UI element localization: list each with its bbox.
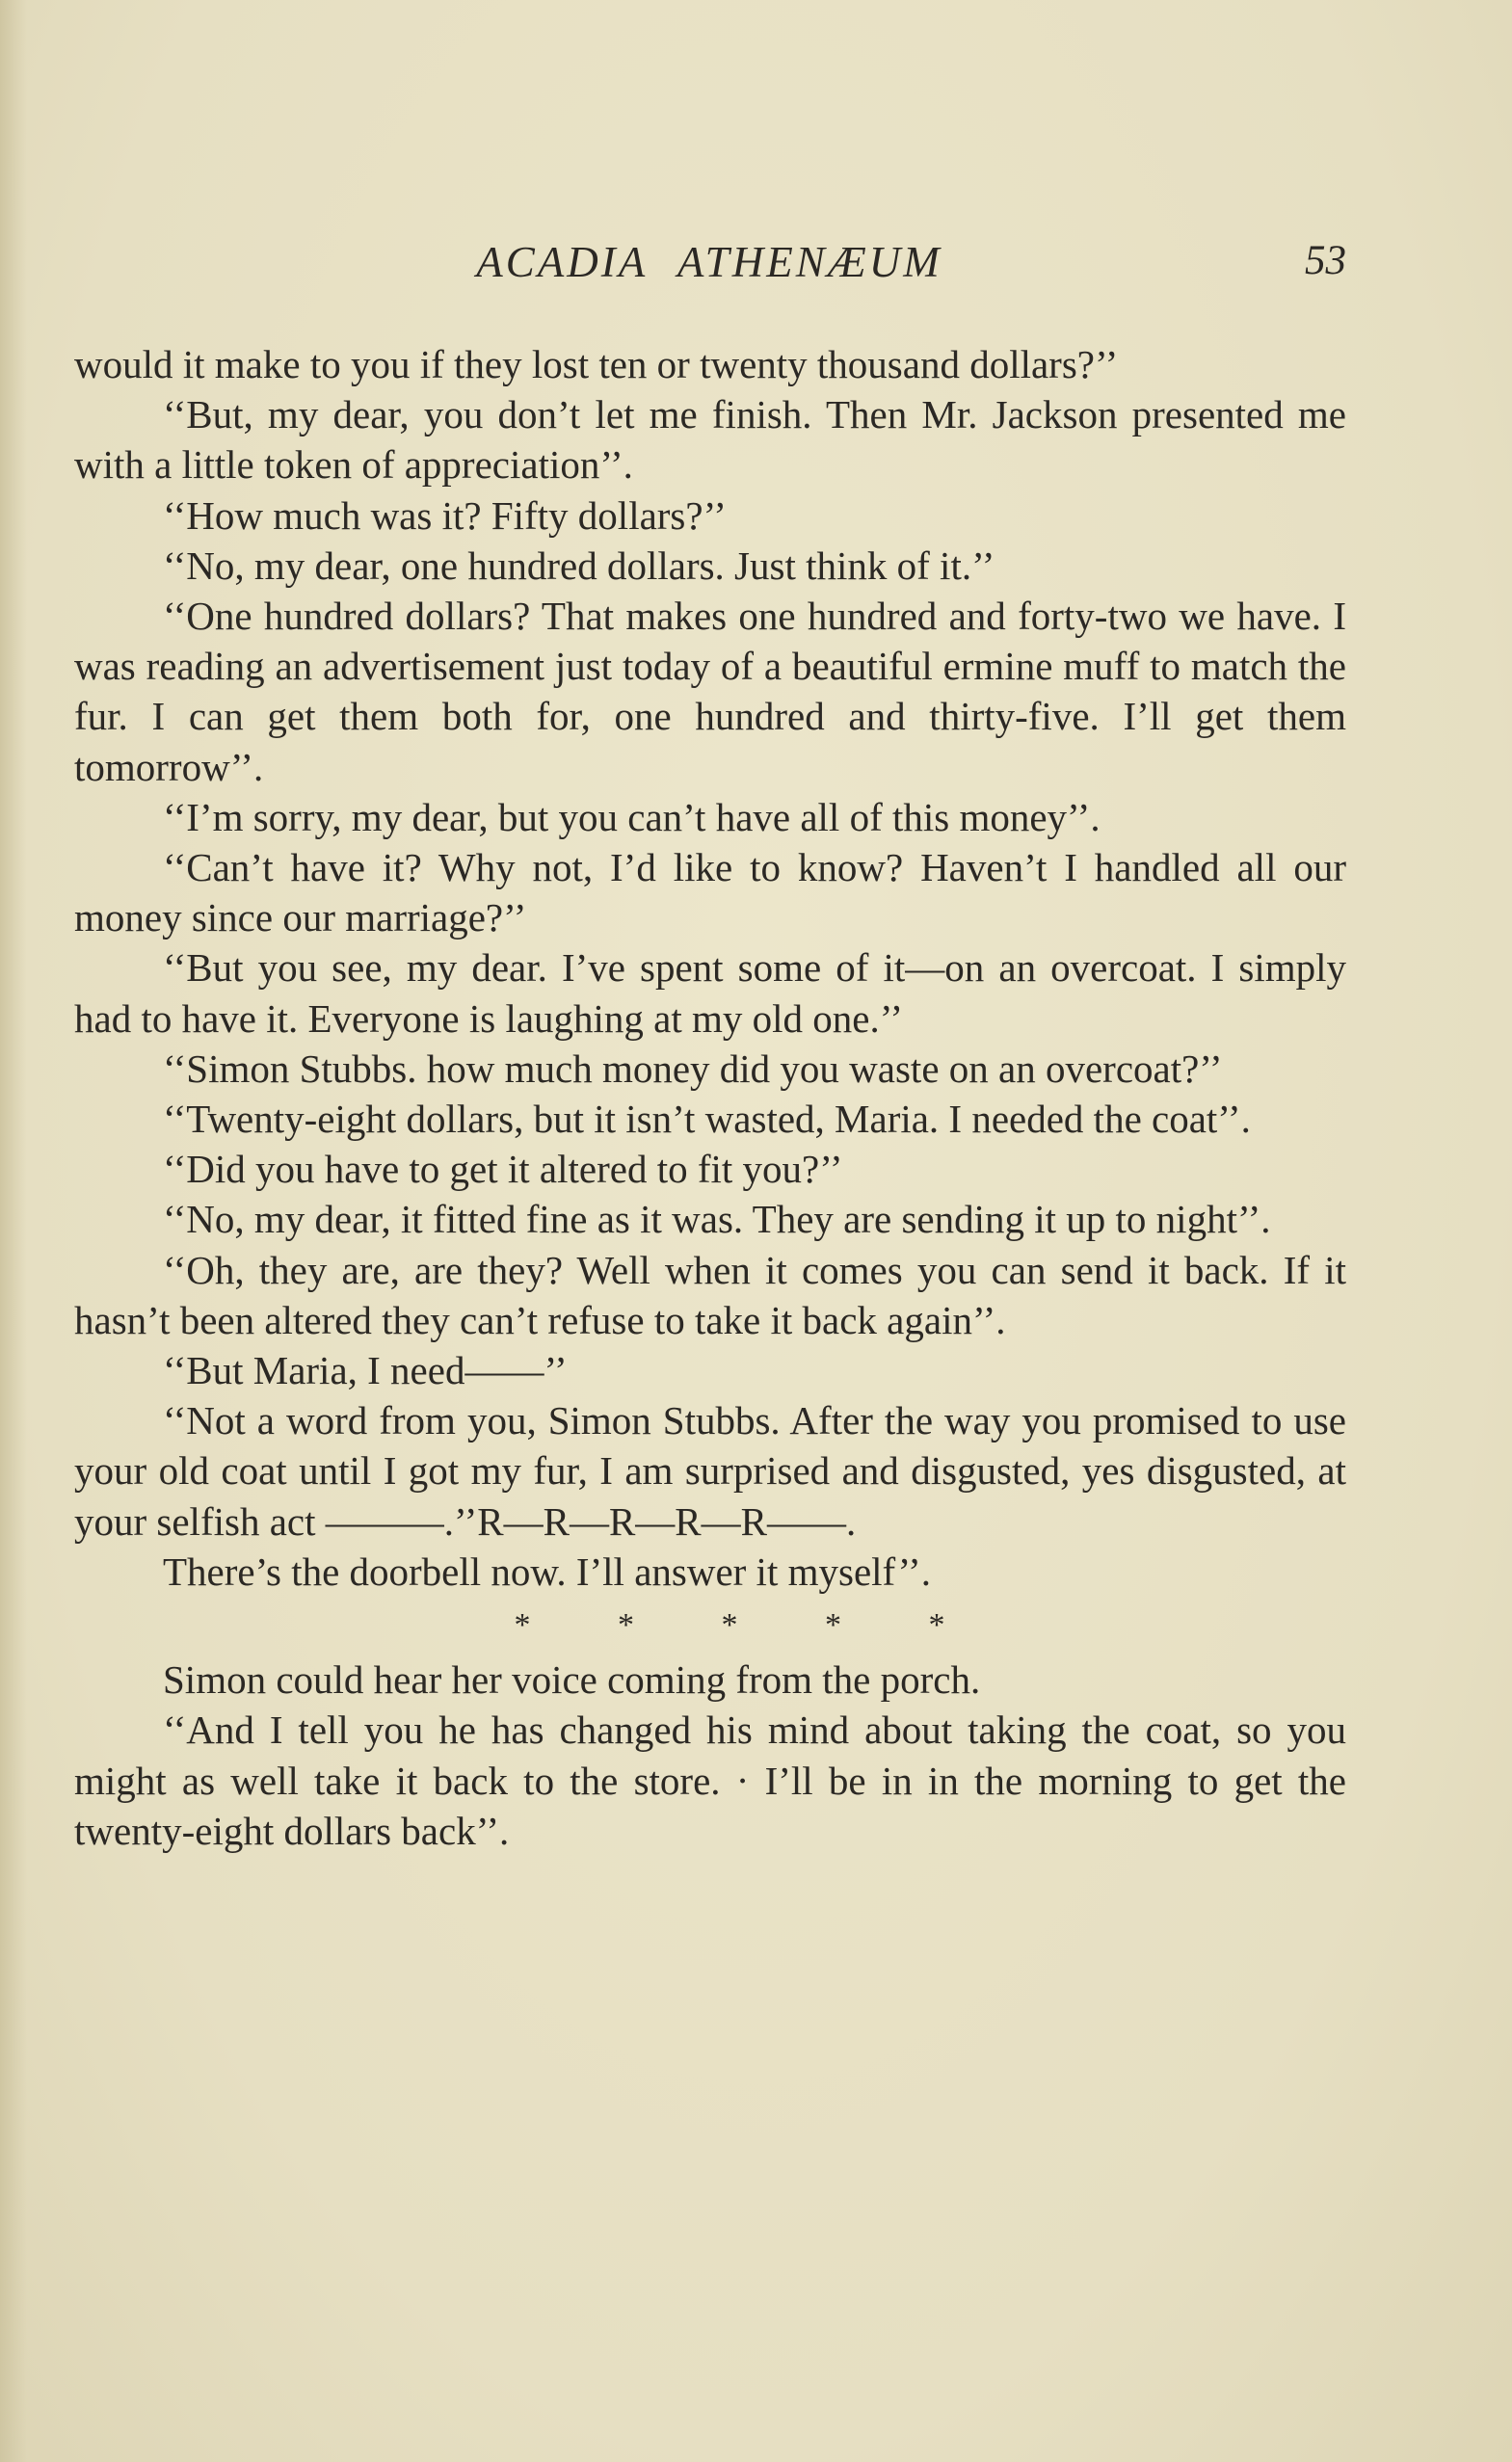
paragraph: There’s the doorbell now. I’ll answer it myself’’. [163, 1549, 931, 1594]
paragraph: ‘‘No, my dear, it fitted fine as it was. They are sending it up to night’’. [163, 1197, 1271, 1242]
paragraph: ‘‘But you see, my dear. I’ve spent some of it—on an overcoat. I simply had to have it. Everyone is laughing at my old one.’’ [74, 945, 1346, 1041]
journal-title: ACADIA ATHENÆUM [476, 238, 942, 286]
paragraph: ‘‘Can’t have it? Why not, I’d like to know? Haven’t I handled all our money since our marriage?’’ [74, 845, 1346, 940]
paragraph: ‘‘But Maria, I need——’’ [163, 1348, 568, 1393]
paragraph: Simon could hear her voice coming from the porch. [163, 1657, 981, 1703]
page-gutter-shadow [0, 0, 27, 2462]
body-text [74, 339, 1346, 1856]
page-number: 53 [1305, 238, 1346, 283]
paragraph: ‘‘Twenty-eight dollars, but it isn’t wasted, Maria. I needed the coat’’. [163, 1097, 1251, 1142]
paragraph: ‘‘No, my dear, one hundred dollars. Just think of it.’’ [163, 543, 995, 588]
section-separator: * * * * * [514, 1607, 945, 1644]
running-head [72, 237, 1346, 291]
paragraph: ‘‘Did you have to get it altered to fit you?’’ [163, 1147, 843, 1192]
paragraph: ‘‘I’m sorry, my dear, but you can’t have all of this money’’. [163, 794, 1101, 839]
paragraph: ‘‘One hundred dollars? That makes one hundred and forty-two we have. I was reading an advertisement just today of a beautiful ermine muff to match the fur. I can get them both for, one hundred and thirty-five. I’ll get them tomorrow’’. [74, 594, 1346, 789]
paragraph: ‘‘Oh, they are, are they? Well when it comes you can send it back. If it hasn’t been altered they can’t refuse to take it back again’’. [74, 1247, 1346, 1342]
paragraph: ‘‘And I tell you he has changed his mind about taking the coat, so you might as well take it back to the store. · I’ll be in in the morning to get the twenty-eight dollars back’’. [74, 1708, 1346, 1853]
paragraph: ‘‘Simon Stubbs. how much money did you waste on an overcoat?’’ [163, 1046, 1223, 1091]
paragraph: ‘‘But, my dear, you don’t let me finish. Then Mr. Jackson presented me with a little token of appreciation’’. [74, 392, 1346, 488]
paragraph: would it make to you if they lost ten or twenty thousand dollars?’’ [74, 342, 1119, 386]
paragraph: ‘‘Not a word from you, Simon Stubbs. After the way you promised to use your old coat until I got my fur, I am surprised and disgusted, yes disgusted, at your selfish act ———.’’R—R—R—R—R——. [74, 1398, 1346, 1544]
paragraph: ‘‘How much was it? Fifty dollars?’’ [163, 492, 727, 538]
